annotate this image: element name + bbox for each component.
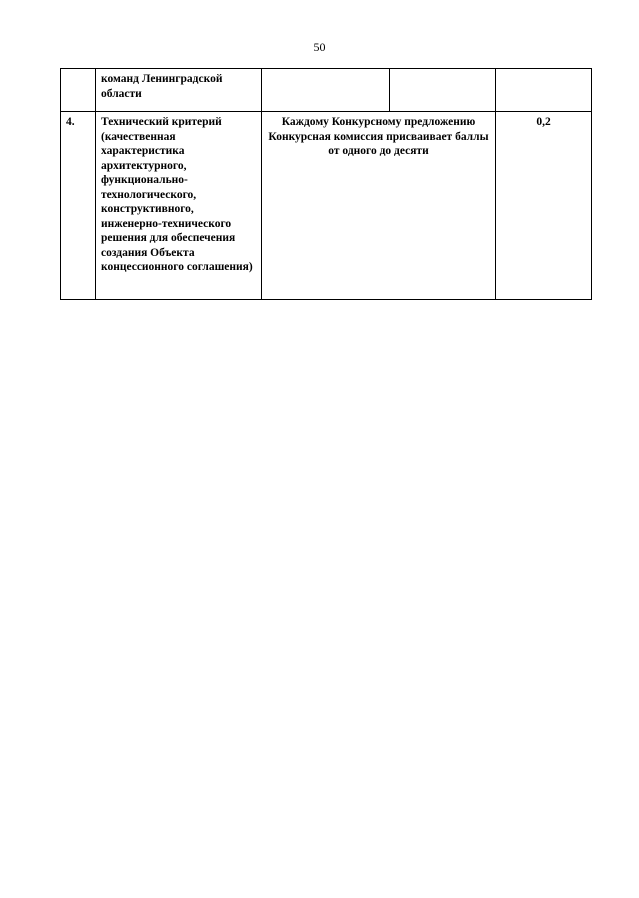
row-number-cell: 4. [61,112,96,300]
weight-cell: 0,2 [496,112,592,300]
criterion-name-cell: команд Ленинградской области [96,69,262,112]
description-cell [262,69,390,112]
table-row [61,69,592,112]
row-number-cell [61,69,96,112]
page-number: 50 [313,40,326,54]
table-row [61,112,592,300]
description-cell [390,69,496,112]
criterion-name-cell: Технический критерий (качественная характеристика архитектурного, функционально-технологического, конструктивного, инженерно-технического решения для обеспечения создания Объекта концессионного соглашения) [96,112,262,300]
description-cell: Каждому Конкурсному предложению Конкурсная комиссия присваивает баллы от одного до десяти [262,112,496,300]
criteria-table [60,68,592,300]
weight-cell [496,69,592,112]
